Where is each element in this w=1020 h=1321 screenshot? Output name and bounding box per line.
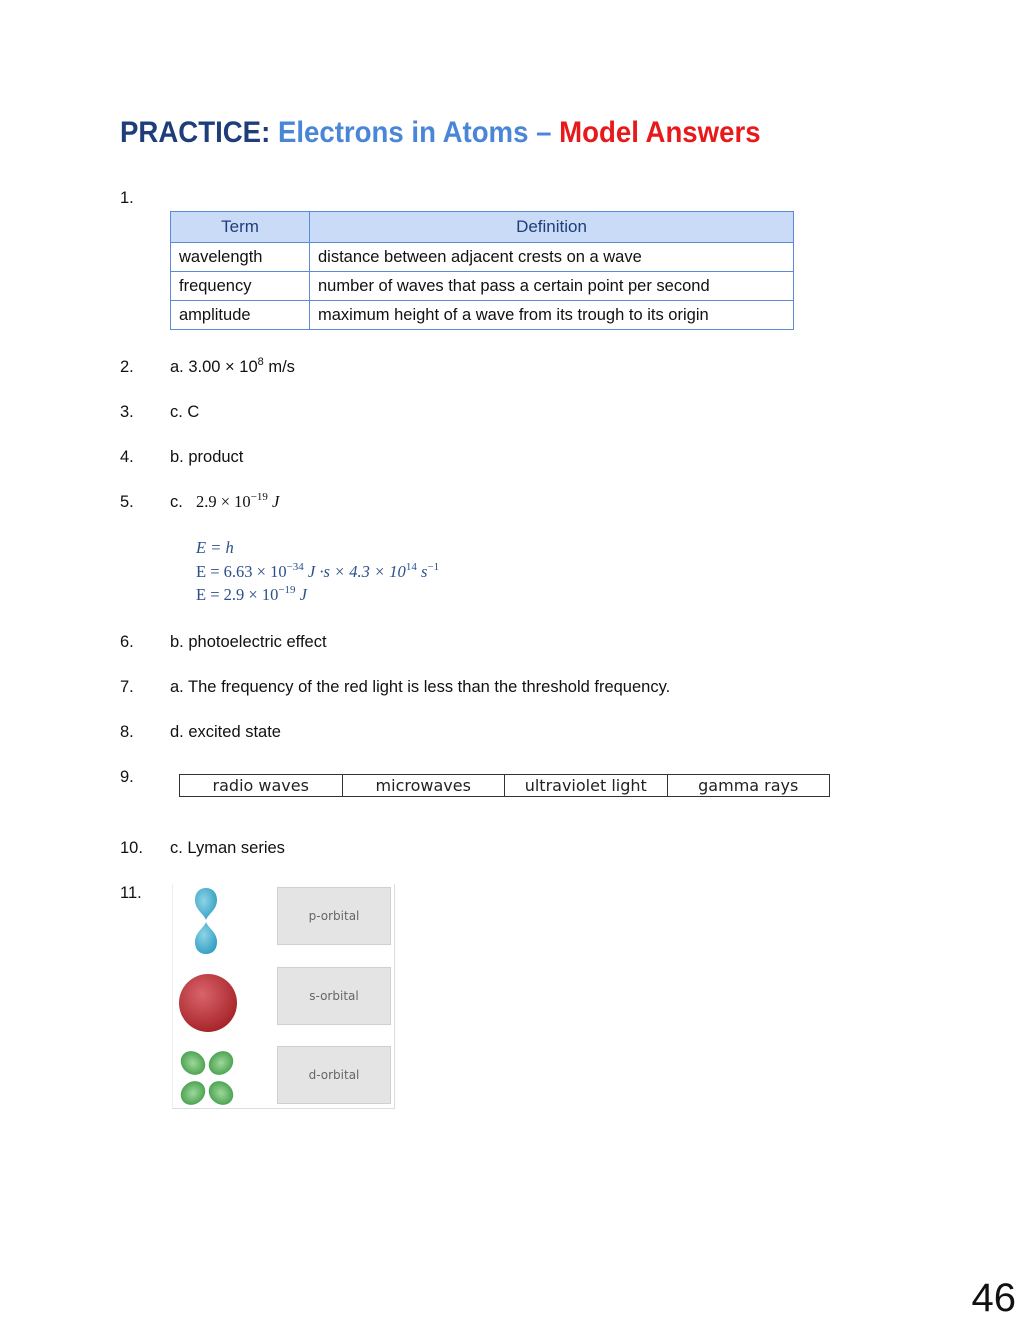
answer-text: a. The frequency of the red light is less than the threshold frequency.: [170, 678, 671, 696]
term-cell: frequency: [171, 272, 310, 301]
spectrum-item: microwaves: [343, 775, 506, 796]
p-orbital-icon: [191, 886, 221, 956]
question-number: 2.: [120, 358, 134, 376]
work-exponent: −1: [427, 561, 440, 573]
term-cell: wavelength: [171, 243, 310, 272]
answer-prefix: c.: [170, 493, 183, 511]
work-exponent: 14: [405, 561, 417, 573]
orbital-matching-panel: [172, 884, 395, 1109]
table-row: [171, 272, 794, 301]
question-number: 4.: [120, 448, 134, 466]
question-number: 7.: [120, 678, 134, 696]
work-text: s: [416, 562, 428, 581]
answer-exponent: 8: [257, 356, 264, 368]
table-header-term: Term: [171, 212, 310, 243]
answer-text: b. product: [170, 448, 244, 466]
answer-text: d. excited state: [170, 723, 281, 741]
work-line-1: [196, 538, 234, 558]
title-model-answers: Model Answers: [559, 116, 761, 149]
table-row: [171, 301, 794, 330]
question-number: 8.: [120, 723, 134, 741]
s-orbital-icon: [177, 972, 239, 1034]
spectrum-item: gamma rays: [698, 776, 799, 795]
question-number: 10.: [120, 839, 143, 857]
page-title: [120, 116, 761, 150]
math-base: 2.9 × 10: [196, 492, 251, 511]
title-practice: PRACTICE:: [120, 116, 271, 149]
answer-text: [170, 358, 295, 377]
table-row: [171, 243, 794, 272]
answer-unit: m/s: [263, 358, 295, 376]
question-number: 1.: [120, 189, 134, 207]
spectrum-item: ultraviolet light: [505, 775, 668, 796]
work-exponent: −19: [278, 584, 296, 596]
page-number: 46: [971, 1276, 1016, 1320]
terms-table: [170, 211, 794, 330]
work-line-2: [196, 562, 439, 582]
orbital-label-d: d-orbital: [277, 1046, 391, 1104]
math-exponent: −19: [250, 491, 268, 503]
d-orbital-icon: [176, 1047, 238, 1109]
work-text: E = 6.63 × 10: [196, 562, 287, 581]
title-topic: Electrons in Atoms –: [277, 116, 552, 149]
table-header-definition: Definition: [310, 212, 794, 243]
work-text: E = 2.9 × 10: [196, 585, 279, 604]
answer-math: [196, 492, 279, 512]
term-cell: amplitude: [171, 301, 310, 330]
work-text: J ·s × 4.3 × 10: [303, 562, 406, 581]
answer-text: b. photoelectric effect: [170, 633, 327, 651]
work-equation: E = h: [196, 538, 234, 557]
work-line-3: [196, 585, 307, 605]
orbital-label-p: p-orbital: [277, 887, 391, 945]
definition-cell: distance between adjacent crests on a wave: [310, 243, 794, 272]
question-number: 3.: [120, 403, 134, 421]
question-number: 9.: [120, 768, 134, 786]
definition-cell: maximum height of a wave from its trough to its origin: [310, 301, 794, 330]
question-number: 6.: [120, 633, 134, 651]
work-exponent: −34: [286, 561, 304, 573]
question-number: 5.: [120, 493, 134, 511]
table-header-row: [171, 212, 794, 243]
work-text: J: [295, 585, 307, 604]
definition-cell: number of waves that pass a certain point per second: [310, 272, 794, 301]
spectrum-item: radio waves: [180, 775, 343, 796]
answer-text: c. C: [170, 403, 200, 421]
math-unit: J: [272, 492, 280, 511]
answer-text: c. Lyman series: [170, 839, 285, 857]
question-number: 11.: [120, 884, 142, 902]
answer-base: a. 3.00 × 10: [170, 358, 258, 376]
spectrum-order-strip: [179, 774, 830, 797]
orbital-label-s: s-orbital: [277, 967, 391, 1025]
